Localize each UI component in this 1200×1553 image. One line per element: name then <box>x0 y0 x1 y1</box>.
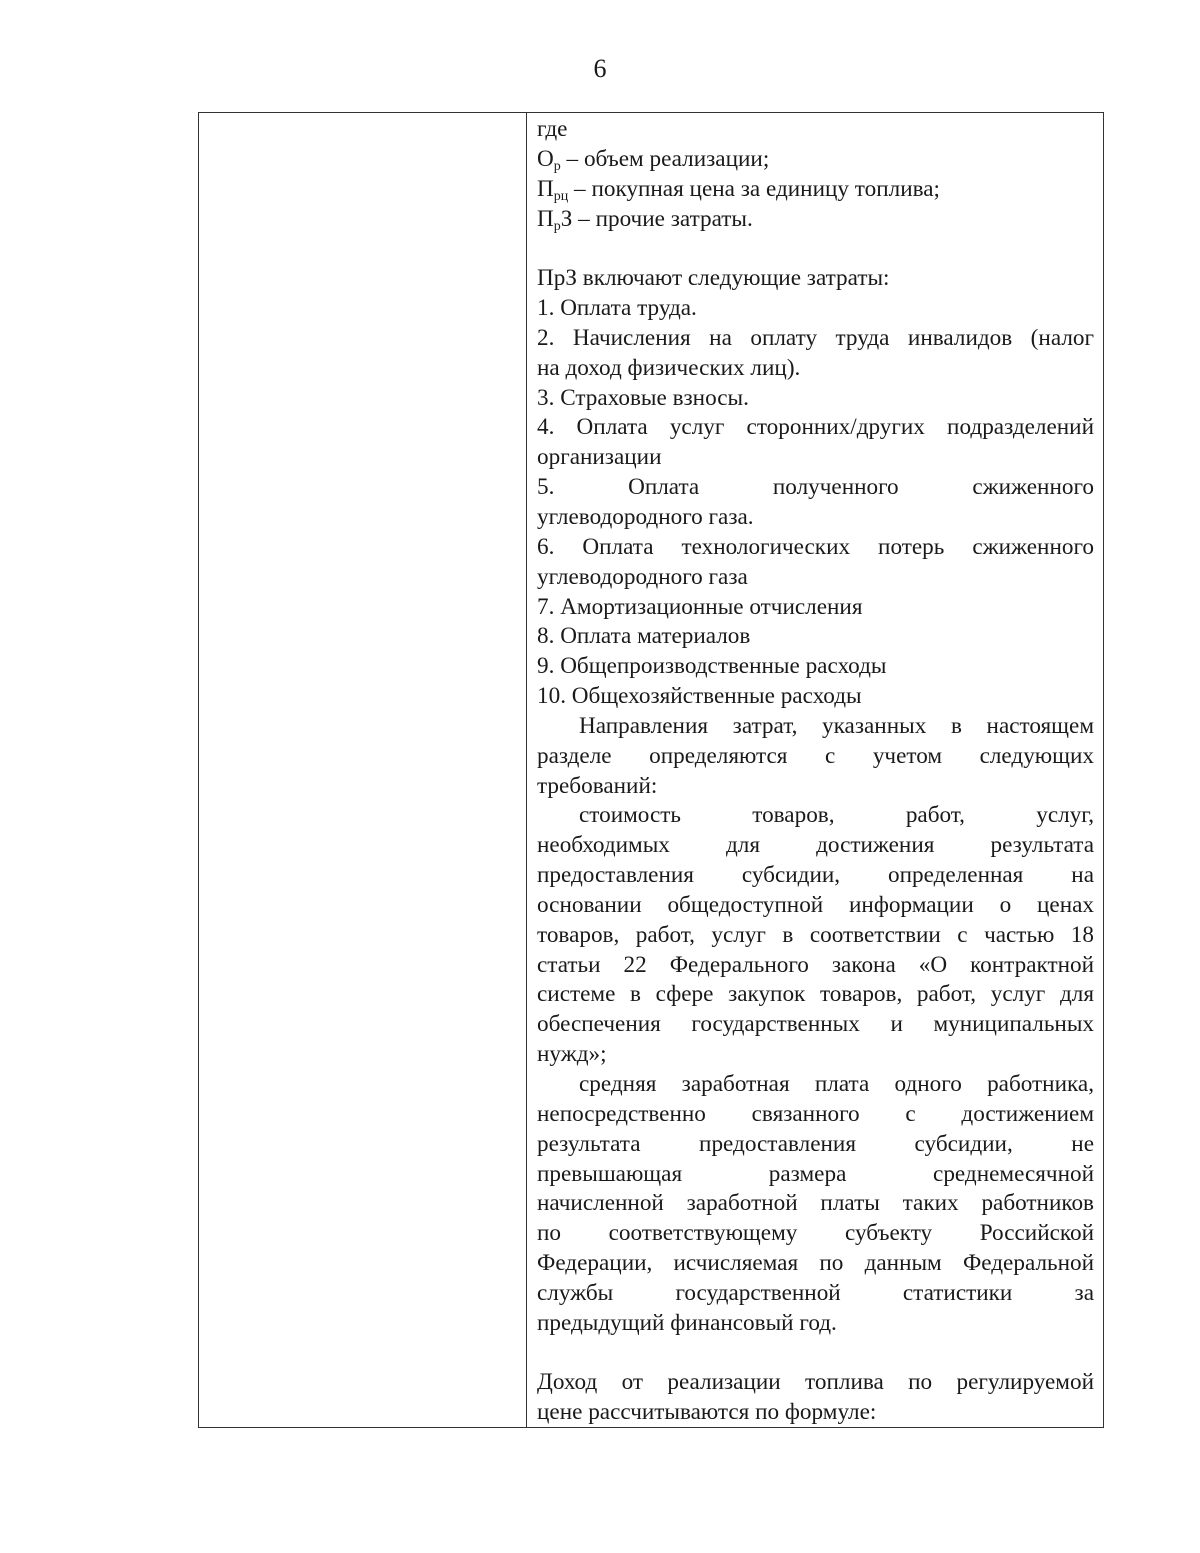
requirement-salary-line: начисленной заработной платы таких работников <box>537 1190 1094 1217</box>
requirements-line: разделе определяются с учетом следующих <box>537 742 1094 769</box>
income-line: цене рассчитываются по формуле: <box>537 1399 877 1426</box>
cost-line: 7. Амортизационные отчисления <box>537 593 863 620</box>
requirement-salary-line: средняя заработная плата одного работника, <box>579 1071 1094 1097</box>
requirement-salary-line: результата предоставления субсидии, не <box>537 1130 1094 1157</box>
requirement-cost-line: системе в сфере закупок товаров, работ, услуг для <box>537 981 1094 1008</box>
table-right-cell <box>537 115 1094 1428</box>
requirements-line: Направления затрат, указанных в настоящем <box>579 712 1094 739</box>
cost-line: 10. Общехозяйственные расходы <box>537 683 862 710</box>
cost-line: 1. Оплата труда. <box>537 295 697 322</box>
requirement-salary-line: предыдущий финансовый год. <box>537 1309 837 1336</box>
cost-line: 5. Оплата полученного сжиженного <box>537 474 1094 501</box>
definition-purchase-price: $П_{рц}$ – покупная цена за единицу топлива; <box>537 175 940 204</box>
requirement-salary-line: Федерации, исчисляемая по данным Федеральной <box>537 1250 1094 1277</box>
requirement-salary-line: превышающая размера среднемесячной <box>537 1160 1094 1187</box>
requirement-salary-line: службы государственной статистики за <box>537 1279 1094 1306</box>
regulation-table <box>198 112 1104 1428</box>
requirement-cost-line: обеспечения государственных и муниципальных <box>537 1011 1094 1038</box>
requirement-salary-line: по соответствующему субъекту Российской <box>537 1220 1094 1247</box>
requirement-cost-line: товаров, работ, услуг в соответствии с частью 18 <box>537 921 1094 948</box>
requirement-cost-line: статьи 22 Федерального закона «О контрактной <box>537 951 1094 978</box>
cost-line: организации <box>537 444 662 471</box>
cost-line: 6. Оплата технологических потерь сжиженного <box>537 533 1094 560</box>
column-divider <box>526 113 527 1427</box>
income-line: Доход от реализации топлива по регулируемой <box>537 1369 1094 1396</box>
definition-volume: $О_р$ – объем реализации; <box>537 145 770 174</box>
requirement-cost-line: предоставления субсидии, определенная на <box>537 862 1094 889</box>
table-left-cell <box>199 113 526 1427</box>
cost-line: 4. Оплата услуг сторонних/других подразделений <box>537 414 1094 441</box>
page-number: 6 <box>593 54 607 83</box>
cost-line: углеводородного газа <box>537 563 748 590</box>
requirement-cost-line: необходимых для достижения результата <box>537 832 1094 859</box>
requirement-cost-line: стоимость товаров, работ, услуг, <box>579 802 1094 829</box>
requirement-cost-line: основании общедоступной информации о ценах <box>537 891 1094 918</box>
definitions-intro: где <box>537 116 568 142</box>
definition-other-costs: $П_рЗ$ – прочие затраты. <box>537 205 753 234</box>
requirements-line: требований: <box>537 772 658 799</box>
cost-line: 8. Оплата материалов <box>537 623 751 650</box>
cost-line: 9. Общепроизводственные расходы <box>537 653 887 680</box>
requirement-salary-line: непосредственно связанного с достижением <box>537 1100 1094 1127</box>
costs-heading: ПрЗ включают следующие затраты: <box>537 265 890 292</box>
cost-line: углеводородного газа. <box>537 503 754 530</box>
cost-line: 3. Страховые взносы. <box>537 384 749 411</box>
cost-line: на доход физических лиц). <box>537 354 801 381</box>
requirement-cost-line: нужд»; <box>537 1041 607 1068</box>
cost-line: 2. Начисления на оплату труда инвалидов (налог <box>537 324 1094 351</box>
